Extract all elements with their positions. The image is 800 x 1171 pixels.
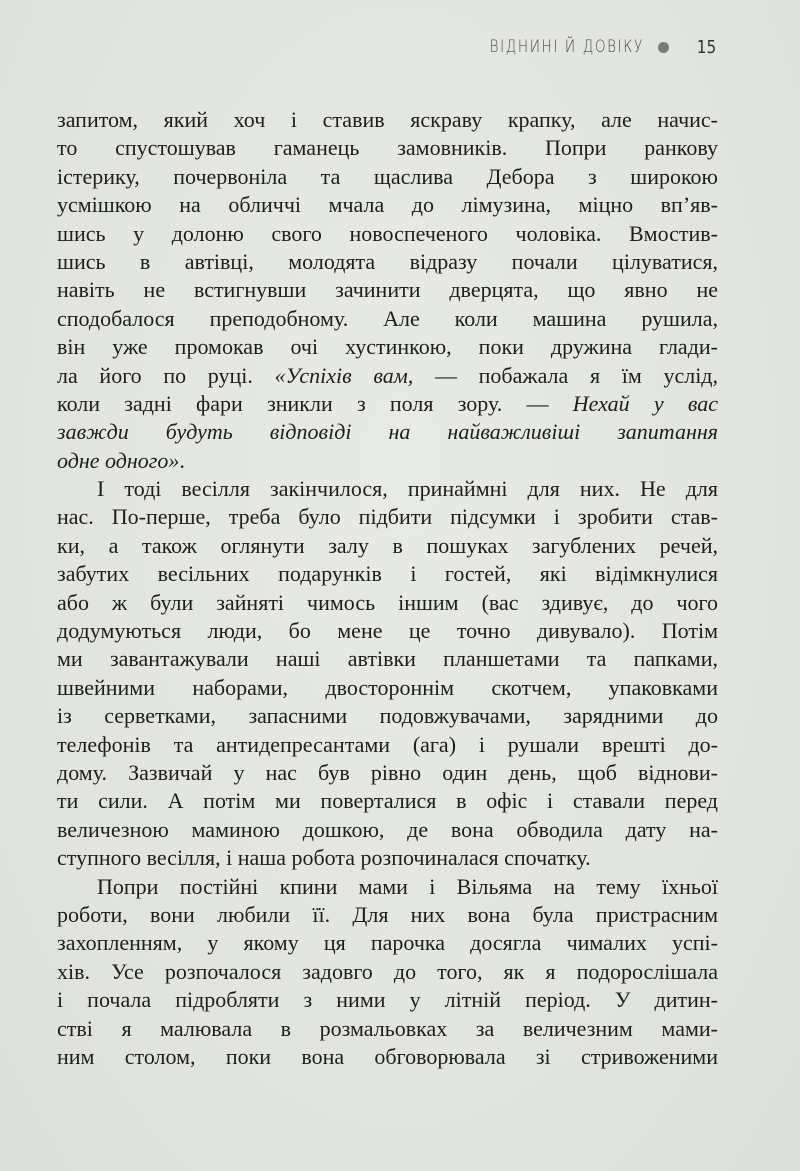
text-line xyxy=(57,589,718,617)
text-line xyxy=(57,958,718,986)
text-line xyxy=(57,702,718,730)
text-line xyxy=(57,986,718,1014)
text-line xyxy=(57,787,718,815)
text: хів. Усе розпочалося задовго до того, як я подорослішала xyxy=(57,958,718,984)
text-line xyxy=(57,418,718,446)
text-line xyxy=(57,759,718,787)
text-line xyxy=(57,447,718,475)
text: істерику, почервоніла та щаслива Дебора з широкою xyxy=(57,163,718,189)
italic-text: «Успіхів вам, xyxy=(274,362,414,388)
text-line xyxy=(57,844,718,872)
page-number: 15 xyxy=(696,36,717,58)
italic-text: одне одного» xyxy=(57,447,180,473)
text-line xyxy=(57,276,718,304)
text-line xyxy=(57,901,718,929)
text: захопленням, у якому ця парочка досягла чималих успі- xyxy=(57,930,718,956)
text: сподобалося преподобному. Але коли машина рушила, xyxy=(57,305,718,331)
text: із серветками, запасними подовжувачами, зарядними до xyxy=(57,703,718,729)
text: навіть не встигнувши зачинити дверцята, що явно не xyxy=(57,277,718,303)
text: запитом, який хоч і ставив яскраву крапку, але начис- xyxy=(57,107,718,132)
text-line xyxy=(57,617,718,645)
text-line xyxy=(57,503,718,531)
text-line xyxy=(57,1015,718,1043)
text-line xyxy=(57,929,718,957)
text: коли задні фари зникли з поля зору. — xyxy=(57,390,573,416)
text: або ж були зайняті чимось іншим (вас здивує, до чого xyxy=(57,589,718,615)
body-text xyxy=(57,106,718,1071)
text-line xyxy=(57,134,718,162)
text: то спустошував гаманець замовників. Попри ранкову xyxy=(57,135,718,161)
text: — побажала я їм услід, xyxy=(413,362,718,388)
text-line xyxy=(57,333,718,361)
text: швейними наборами, двостороннім скотчем, упаковками xyxy=(57,674,718,700)
text: додумуються люди, бо мене це точно дивувало). Потім xyxy=(57,618,718,644)
bullet-dot-icon xyxy=(658,42,669,53)
text: нас. По-перше, треба було підбити підсумки і зробити став- xyxy=(57,504,718,530)
text-line xyxy=(57,816,718,844)
italic-text: завжди будуть відповіді на найважливіші запитання xyxy=(57,419,718,445)
text-line xyxy=(57,163,718,191)
text: шись в автівці, молодята відразу почали цілуватися, xyxy=(57,248,718,274)
text: ми завантажували наші автівки планшетами та папками, xyxy=(57,646,718,672)
text: ним столом, поки вона обговорювала зі стривоженими xyxy=(57,1043,718,1069)
paragraph xyxy=(57,475,718,872)
running-header xyxy=(451,33,718,61)
text-line xyxy=(57,191,718,219)
text-line xyxy=(57,390,718,418)
text: роботи, вони любили її. Для них вона була пристрасним xyxy=(57,901,718,927)
text-line xyxy=(57,305,718,333)
text: І тоді весілля закінчилося, принаймні для них. Не для xyxy=(97,476,718,502)
text: телефонів та антидепресантами (ага) і рушали врешті до- xyxy=(57,731,718,757)
paragraph xyxy=(57,106,718,475)
paragraph xyxy=(57,873,718,1072)
text-line xyxy=(57,731,718,759)
text: дому. Зазвичай у нас був рівно один день, щоб віднови- xyxy=(57,759,718,785)
text-line xyxy=(57,475,718,503)
text-line xyxy=(57,873,718,901)
text-line xyxy=(57,560,718,588)
text-line xyxy=(57,532,718,560)
text: ки, а також оглянути залу в пошуках загублених речей, xyxy=(57,532,718,558)
italic-text: Нехай у вас xyxy=(572,390,718,416)
text: ла його по руці. xyxy=(57,362,275,388)
text-line xyxy=(57,106,718,134)
text: . xyxy=(179,447,185,473)
text: і почала підробляти з ними у літній період. У дитин- xyxy=(57,987,718,1013)
text: шись у долоню свого новоспеченого чоловіка. Вмостив- xyxy=(57,220,718,246)
text-line xyxy=(57,362,718,390)
text: стві я малювала в розмальовках за величезним мами- xyxy=(57,1015,718,1041)
text: ти сили. А потім ми поверталися в офіс і ставали перед xyxy=(57,788,718,814)
text-line xyxy=(57,1043,718,1071)
text: він уже промокав очі хустинкою, поки дружина глади- xyxy=(57,334,718,360)
text: ступного весілля, і наша робота розпочиналася спочатку. xyxy=(57,845,591,871)
text-line xyxy=(57,674,718,702)
running-title: ВІДНИНІ Й ДОВІКУ xyxy=(489,37,645,57)
text-line xyxy=(57,248,718,276)
text: усмішкою на обличчі мчала до лімузина, міцно вп’яв- xyxy=(57,192,718,218)
text-line xyxy=(57,645,718,673)
text: величезною маминою дошкою, де вона обводила дату на- xyxy=(57,816,718,842)
text-line xyxy=(57,220,718,248)
text: забутих весільних подарунків і гостей, які відімкнулися xyxy=(57,561,718,587)
text: Попри постійні кпини мами і Вільяма на тему їхньої xyxy=(97,873,718,899)
